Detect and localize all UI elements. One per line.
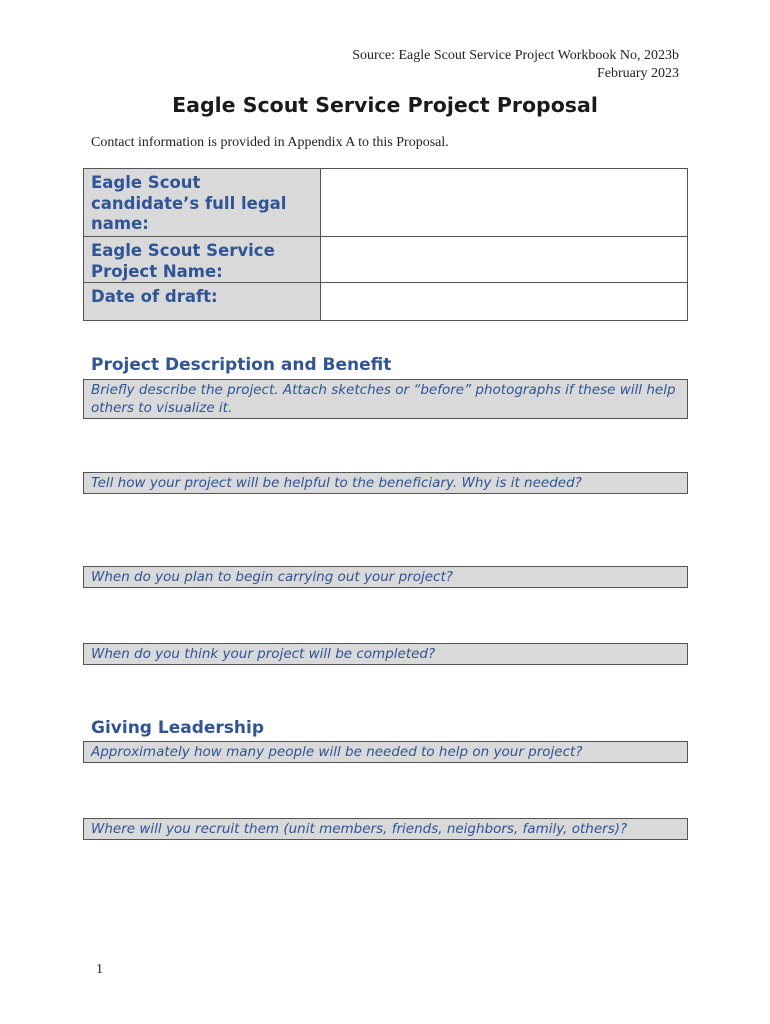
candidate-name-label: Eagle Scout candidate’s full legal name: bbox=[84, 169, 321, 237]
source-citation bbox=[352, 47, 679, 83]
draft-date-field[interactable] bbox=[321, 283, 688, 321]
giving-leadership-heading: Giving Leadership bbox=[91, 718, 265, 738]
contact-note: Contact information is provided in Appendix A to this Proposal. bbox=[91, 135, 449, 150]
candidate-info-table bbox=[83, 168, 688, 321]
draft-date-label: Date of draft: bbox=[84, 283, 321, 321]
table-row bbox=[84, 169, 688, 237]
start-date-prompt: When do you plan to begin carrying out your project? bbox=[83, 566, 688, 588]
describe-project-prompt: Briefly describe the project. Attach sketches or “before” photographs if these will help others to visualize it. bbox=[83, 379, 688, 419]
completion-date-prompt: When do you think your project will be completed? bbox=[83, 643, 688, 665]
page-number: 1 bbox=[96, 962, 103, 977]
project-name-field[interactable] bbox=[321, 237, 688, 283]
page-title: Eagle Scout Service Project Proposal bbox=[172, 93, 598, 117]
candidate-name-field[interactable] bbox=[321, 169, 688, 237]
table-row bbox=[84, 283, 688, 321]
benefit-prompt: Tell how your project will be helpful to the beneficiary. Why is it needed? bbox=[83, 472, 688, 494]
project-name-label: Eagle Scout Service Project Name: bbox=[84, 237, 321, 283]
source-line: Source: Eagle Scout Service Project Workbook No, 2023b bbox=[352, 48, 679, 63]
helpers-count-prompt: Approximately how many people will be needed to help on your project? bbox=[83, 741, 688, 763]
project-description-heading: Project Description and Benefit bbox=[91, 355, 392, 375]
table-row bbox=[84, 237, 688, 283]
source-date: February 2023 bbox=[596, 66, 679, 81]
recruitment-prompt: Where will you recruit them (unit members, friends, neighbors, family, others)? bbox=[83, 818, 688, 840]
